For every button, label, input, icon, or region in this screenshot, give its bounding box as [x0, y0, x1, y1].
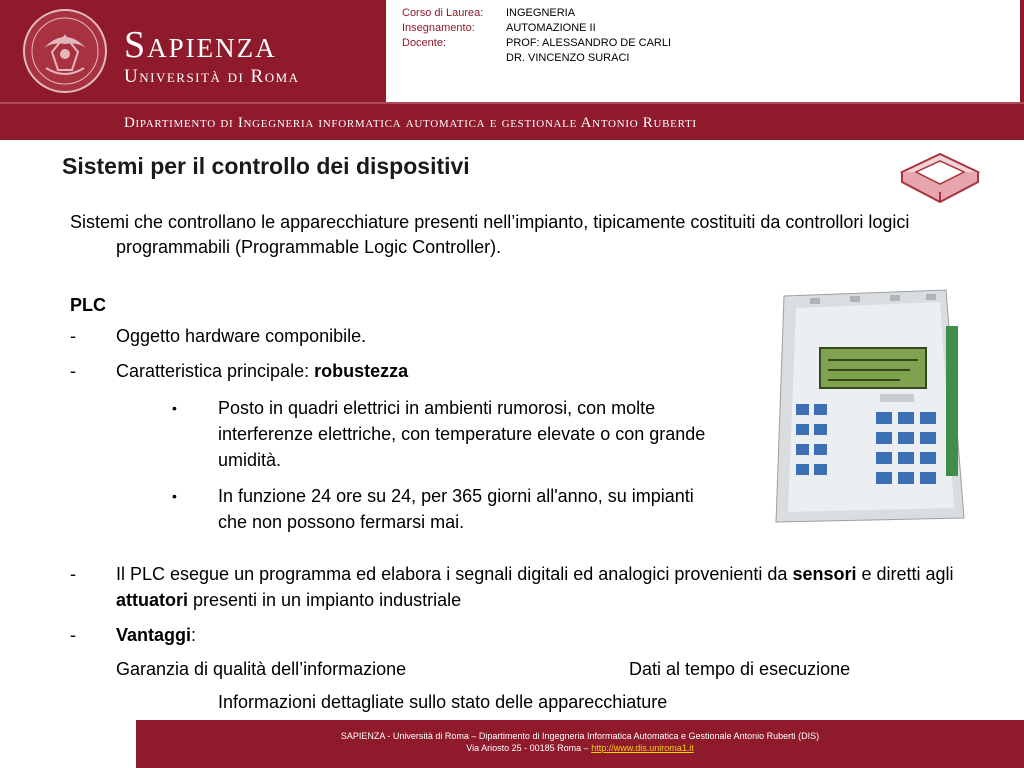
item-program-text-3: presenti in un impianto industriale — [188, 590, 462, 610]
bullet-marker: • — [172, 488, 177, 504]
advantage-details: Informazioni dettagliate sullo stato delle apparecchiature — [218, 692, 668, 712]
intro-paragraph: Sistemi che controllano le apparecchiature presenti nell’impianto, tipicamente costituiti da controllori logici programmabili (Programmable Logic Controller). — [70, 212, 910, 257]
logo-subtitle: Università di Roma — [124, 66, 300, 87]
sub-item-continuous: In funzione 24 ore su 24, per 365 giorni all'anno, su impianti che non possono fermarsi mai. — [218, 486, 694, 532]
footer — [136, 720, 1024, 768]
advantages-heading: Vantaggi — [116, 625, 192, 645]
item-robustness — [116, 359, 408, 384]
header-logo-area — [0, 0, 386, 102]
course-info-panel — [386, 0, 1024, 102]
plc-heading: PLC — [70, 295, 106, 315]
dash-marker: - — [70, 361, 76, 381]
advantage-quality: Garanzia di qualità dell’informazione — [116, 659, 407, 679]
plc-device-image — [750, 286, 972, 530]
item-program — [116, 561, 976, 613]
item-program-text-2: e diretti agli — [856, 564, 954, 584]
item-robustness-label: Caratteristica principale: — [116, 361, 315, 381]
teacher-value-1: PROF: ALESSANDRO DE CARLI — [506, 37, 672, 49]
subject-label: Insegnamento: — [402, 22, 475, 34]
slide-title: Sistemi per il controllo dei dispositivi — [62, 153, 470, 179]
footer-line-1: SAPIENZA - Università di Roma – Dipartimento di Ingegneria Informatica Automatica e Gestionale Antonio Ruberti (DIS) — [340, 731, 820, 741]
item-hardware: Oggetto hardware componibile. — [116, 326, 367, 346]
scanner-icon — [896, 150, 982, 206]
item-program-text-1: Il PLC esegue un programma ed elabora i segnali digitali ed analogici provenienti da — [116, 564, 793, 584]
dash-marker: - — [70, 625, 76, 645]
course-label: Corso di Laurea: — [402, 7, 484, 19]
dash-marker: - — [70, 564, 76, 584]
teacher-label: Docente: — [402, 37, 447, 49]
dash-marker: - — [70, 326, 76, 346]
footer-spacer — [0, 720, 136, 768]
item-program-actuators: attuatori — [116, 590, 188, 610]
sapienza-seal-logo — [22, 8, 108, 94]
item-robustness-bold: robustezza — [314, 361, 409, 381]
course-row — [402, 6, 671, 21]
teacher-value-2: DR. VINCENZO SURACI — [506, 52, 630, 64]
logo-title: Sapienza — [124, 24, 277, 66]
subject-row — [402, 21, 671, 36]
advantages-colon: : — [191, 625, 197, 645]
subject-value: AUTOMAZIONE II — [506, 22, 596, 34]
department-band — [0, 102, 1024, 140]
course-value: INGEGNERIA — [506, 7, 576, 19]
item-program-sensors: sensori — [792, 564, 857, 584]
advantage-runtime: Dati al tempo di esecuzione — [629, 659, 851, 679]
footer-address: Via Ariosto 25 - 00185 Roma – — [466, 743, 592, 753]
teacher-row — [402, 36, 671, 51]
bullet-marker: • — [172, 400, 177, 416]
item-advantages — [116, 623, 196, 648]
sub-item-environment: Posto in quadri elettrici in ambienti rumorosi, con molte interferenze elettriche, con temperature elevate o con grande umidità. — [218, 398, 706, 470]
department-name: Dipartimento di Ingegneria informatica automatica e gestionale Antonio Ruberti — [124, 115, 697, 131]
footer-line-2 — [136, 742, 1024, 754]
footer-website-link[interactable]: http://www.dis.uniroma1.it — [591, 743, 694, 753]
header-edge — [1020, 0, 1024, 102]
teacher-row-2 — [402, 51, 671, 66]
